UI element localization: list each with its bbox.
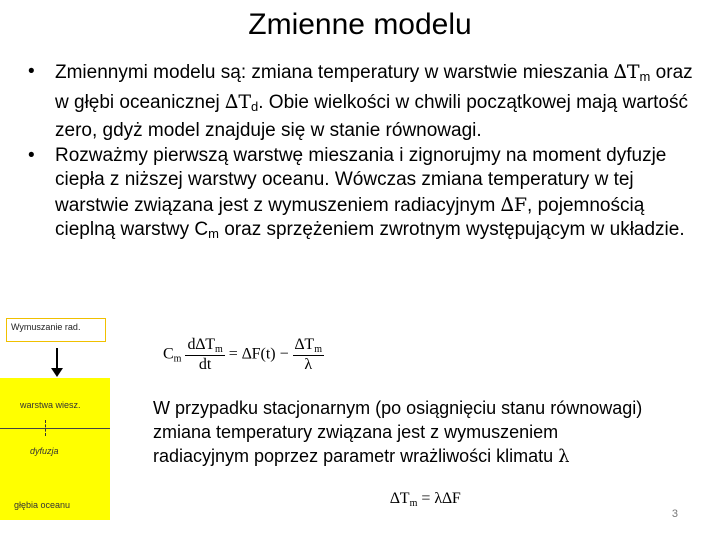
fraction-denominator: λ <box>304 356 313 373</box>
bullet-marker: • <box>28 144 35 166</box>
lambda-symbol: λ <box>558 446 570 467</box>
numerator-text: ∆T <box>294 336 315 353</box>
slide-title: Zmienne modelu <box>248 8 472 41</box>
delta-td-symbol: ∆T <box>225 90 251 113</box>
fraction-denominator: dt <box>198 356 212 373</box>
eq-coeff: C <box>163 345 174 363</box>
eq-forcing-term: ∆F(t) − <box>241 345 289 363</box>
bullet2-text-2: , pojemnością cieplną warstwy C <box>55 194 645 240</box>
bullet-list <box>28 60 700 247</box>
paragraph-text: W przypadku stacjonarnym (po osiągnięciu stanu równowagi) zmiana temperatury związana jest z wymuszeniem radiacyjnym poprzez parametr wrażliwości klimatu <box>153 398 643 466</box>
eq2-lhs: ∆T <box>390 490 410 507</box>
bullet-item-1 <box>28 60 700 144</box>
eq-equals: = <box>228 345 238 363</box>
page-number: 3 <box>671 508 678 520</box>
bullet1-text-1: Zmiennymi modelu są: zmiana temperatury w warstwie mieszania <box>55 62 614 83</box>
ocean-column <box>0 378 110 520</box>
forcing-arrow-head <box>51 368 63 377</box>
bullet2-text-3: oraz sprzężeniem zwrotnym występującym w układzie. <box>218 219 685 240</box>
subscript-m: m <box>208 226 219 241</box>
eq-coeff-sub: m <box>173 353 182 365</box>
bullet-marker: • <box>28 61 35 82</box>
numerator-text: d∆T <box>187 336 216 353</box>
heat-balance-equation <box>163 336 324 374</box>
subscript-m: m <box>639 69 651 84</box>
forcing-arrow-shaft <box>56 348 58 370</box>
diffusion-dash <box>45 420 46 436</box>
bullet-item-2 <box>28 144 700 247</box>
eq2-rhs: = λ∆F <box>421 490 461 507</box>
numerator-sub: m <box>314 344 322 355</box>
eq2-lhs-sub: m <box>409 498 418 509</box>
fraction-numerator <box>185 336 224 356</box>
deep-ocean-label: głębia oceanu <box>14 500 71 510</box>
forcing-label-box <box>6 318 106 342</box>
numerator-sub: m <box>215 344 223 355</box>
layer-boundary <box>0 428 110 429</box>
delta-tm-symbol: ∆T <box>613 61 640 83</box>
stationary-case-paragraph <box>153 396 653 469</box>
forcing-label: Wymuszanie rad. <box>11 322 81 332</box>
fraction-numerator <box>293 336 324 356</box>
bullet1-text-2: oraz w głębi oceanicznej <box>55 62 693 113</box>
feedback-fraction <box>293 336 324 374</box>
diffusion-label: dyfuzja <box>30 446 59 456</box>
delta-f-symbol: ∆F <box>500 193 528 216</box>
equilibrium-equation <box>390 490 461 509</box>
bullet1-text-3: . Obie wielkości w chwili początkowej mają wartość zero, gdyż model znajduje się w stanie równowagi. <box>55 91 688 141</box>
mixed-layer-label: warstwa wiesz. <box>20 400 81 410</box>
time-derivative-fraction <box>185 336 224 374</box>
subscript-d: d <box>251 98 259 114</box>
bullet2-text-1: Rozważmy pierwszą warstwę mieszania i zignorujmy na moment dyfuzje ciepła z niższej warstwy oceanu. Wówczas zmiana temperatury w tej warstwie związana jest z wymuszeniem radiacyjnym <box>55 144 667 216</box>
